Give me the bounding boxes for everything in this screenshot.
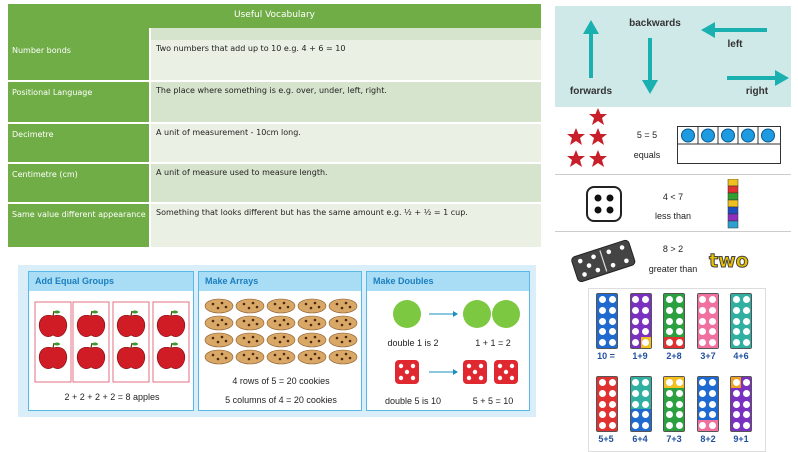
bond-label-3-7: 3+7 bbox=[700, 351, 716, 361]
doubles-line1-left: double 1 is 2 bbox=[387, 338, 439, 348]
equal-groups-header: Add Equal Groups bbox=[29, 272, 193, 291]
apple-groups-icon bbox=[29, 296, 195, 386]
vocab-row-same-value bbox=[8, 204, 541, 247]
arrays-panel bbox=[198, 271, 362, 411]
ten-frame-icon bbox=[663, 293, 685, 349]
equals-word: equals bbox=[633, 150, 661, 160]
equals-panel bbox=[555, 108, 791, 175]
backwards-label: backwards bbox=[629, 18, 681, 29]
cookie-icon bbox=[205, 333, 233, 347]
two-word-art: two bbox=[709, 250, 749, 272]
ten-frame-icon bbox=[663, 376, 685, 432]
cookie-icon bbox=[236, 333, 264, 347]
vocab-row-number-bonds bbox=[8, 40, 541, 80]
cookie-icon bbox=[267, 316, 295, 330]
apple-icon bbox=[157, 311, 185, 337]
vocab-term: Centimetre (cm) bbox=[8, 164, 149, 202]
arrays-caption-columns: 5 columns of 4 = 20 cookies bbox=[225, 395, 337, 405]
vocab-row-decimetre bbox=[8, 124, 541, 162]
apple-icon bbox=[77, 311, 105, 337]
apple-icon bbox=[117, 311, 145, 337]
cookie-icon bbox=[298, 299, 326, 313]
apple-icon bbox=[39, 343, 67, 369]
dice-four-icon bbox=[586, 186, 626, 226]
bond-label-2-8: 2+8 bbox=[666, 351, 682, 361]
equals-expression: 5 = 5 bbox=[636, 130, 658, 140]
cookie-icon bbox=[205, 350, 233, 364]
apple-icon bbox=[39, 311, 67, 337]
cookie-icon bbox=[236, 316, 264, 330]
forwards-label: forwards bbox=[569, 86, 613, 97]
bond-label-8-2: 8+2 bbox=[700, 434, 716, 444]
vocab-term: Decimetre bbox=[8, 124, 149, 162]
five-frame-icon bbox=[677, 126, 781, 164]
vocab-definition: A unit of measurement - 10cm long. bbox=[151, 124, 541, 162]
vocab-term: Positional Language bbox=[8, 82, 149, 122]
cookie-icon bbox=[329, 350, 357, 364]
doubles-line1-right: 1 + 1 = 2 bbox=[475, 338, 511, 348]
right-label: right bbox=[745, 86, 769, 97]
cookie-icon bbox=[267, 350, 295, 364]
greater-than-panel bbox=[555, 234, 791, 284]
bond-label-1-9: 1+9 bbox=[632, 351, 648, 361]
bond-label-10: 10 = bbox=[597, 351, 615, 361]
cube-tower-icon bbox=[727, 179, 741, 229]
bond-label-6-4: 6+4 bbox=[632, 434, 648, 444]
vocabulary-title: Useful Vocabulary bbox=[8, 4, 541, 28]
cookie-icon bbox=[236, 350, 264, 364]
vocab-row-positional-language bbox=[8, 82, 541, 122]
bond-label-4-6: 4+6 bbox=[733, 351, 749, 361]
cookie-icon bbox=[329, 333, 357, 347]
less-than-expression: 4 < 7 bbox=[662, 192, 684, 202]
cookie-icon bbox=[236, 299, 264, 313]
cookie-icon bbox=[298, 333, 326, 347]
doubles-line2-left: double 5 is 10 bbox=[384, 396, 442, 406]
cookie-icon bbox=[298, 350, 326, 364]
vocab-definition: Something that looks different but has the same amount e.g. ½ + ½ = 1 cup. bbox=[151, 204, 541, 247]
vocab-term: Same value different appearance bbox=[8, 204, 149, 247]
ten-frame-icon bbox=[630, 293, 652, 349]
arrays-caption-rows: 4 rows of 5 = 20 cookies bbox=[232, 376, 330, 386]
bond-label-5-5: 5+5 bbox=[598, 434, 614, 444]
greater-than-word: greater than bbox=[648, 264, 698, 274]
arrays-header: Make Arrays bbox=[199, 272, 361, 291]
cookie-icon bbox=[267, 333, 295, 347]
doubles-panel bbox=[366, 271, 530, 411]
ten-frame-icon bbox=[730, 376, 752, 432]
ten-frame-icon bbox=[630, 376, 652, 432]
cookie-icon bbox=[205, 316, 233, 330]
doubles-line2-right: 5 + 5 = 10 bbox=[472, 396, 514, 406]
cookie-icon bbox=[205, 299, 233, 313]
greater-than-expression: 8 > 2 bbox=[662, 244, 684, 254]
domino-icon bbox=[569, 236, 637, 282]
directions-panel bbox=[555, 6, 791, 107]
stars-icon bbox=[555, 108, 615, 174]
vocab-definition: A unit of measure used to measure length. bbox=[151, 164, 541, 202]
cookie-array-icon bbox=[199, 298, 363, 368]
cookie-icon bbox=[267, 299, 295, 313]
ten-frame-icon bbox=[730, 293, 752, 349]
doubles-header: Make Doubles bbox=[367, 272, 529, 291]
vocab-definition: Two numbers that add up to 10 e.g. 4 + 6 = 10 bbox=[151, 40, 541, 80]
vocab-definition: The place where something is e.g. over, under, left, right. bbox=[151, 82, 541, 122]
vocabulary-table bbox=[8, 4, 541, 247]
bond-label-9-1: 9+1 bbox=[733, 434, 749, 444]
cookie-icon bbox=[329, 316, 357, 330]
equal-groups-caption: 2 + 2 + 2 + 2 = 8 apples bbox=[64, 392, 160, 402]
ten-frame-icon bbox=[596, 376, 618, 432]
doubles-icons bbox=[367, 292, 531, 412]
vocab-row-centimetre bbox=[8, 164, 541, 202]
less-than-panel bbox=[555, 177, 791, 232]
ten-frame-icon bbox=[697, 376, 719, 432]
apple-icon bbox=[157, 343, 185, 369]
cookie-icon bbox=[329, 299, 357, 313]
bond-label-7-3: 7+3 bbox=[666, 434, 682, 444]
cookie-icon bbox=[298, 316, 326, 330]
ten-frame-icon bbox=[697, 293, 719, 349]
apple-icon bbox=[77, 343, 105, 369]
apple-icon bbox=[117, 343, 145, 369]
left-label: left bbox=[727, 39, 743, 50]
equal-groups-panel bbox=[28, 271, 194, 411]
vocab-term: Number bonds bbox=[8, 40, 149, 80]
less-than-word: less than bbox=[654, 211, 692, 221]
ten-frame-icon bbox=[596, 293, 618, 349]
